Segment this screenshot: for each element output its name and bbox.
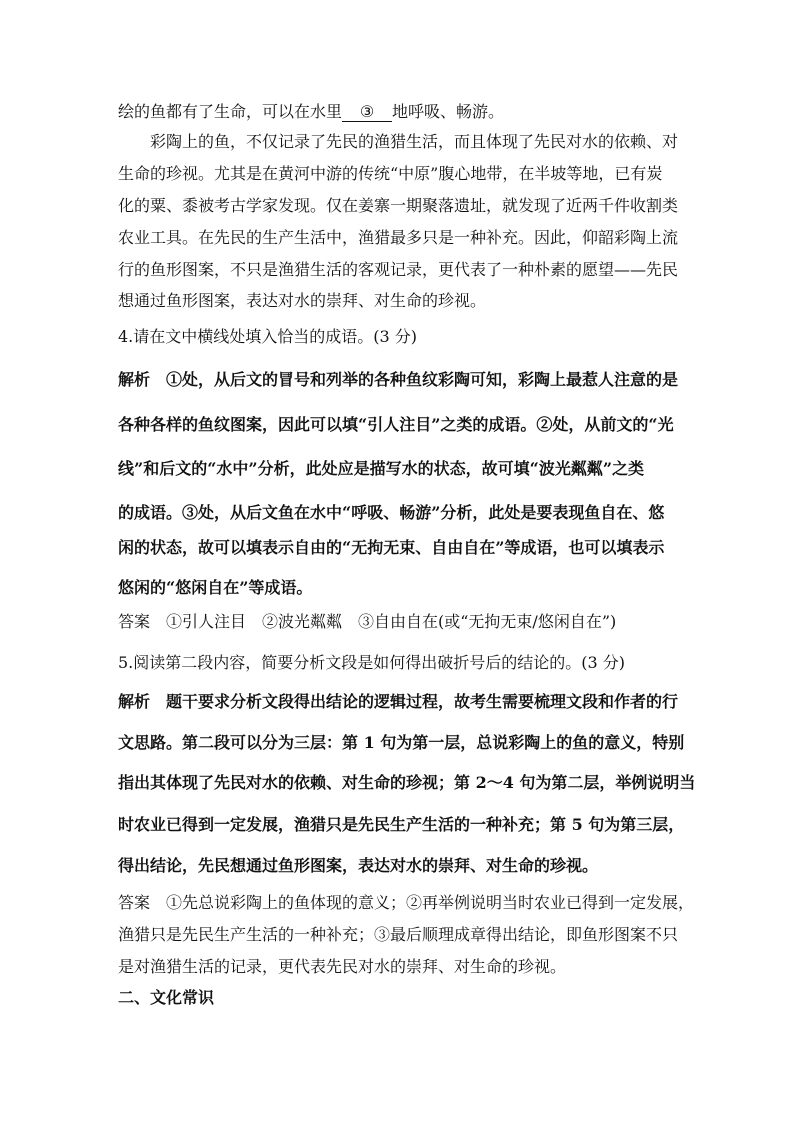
fill-blank-3: ③ xyxy=(342,103,392,122)
passage-line-1-pre: 绘的鱼都有了生命，可以在水里 xyxy=(118,102,343,121)
passage-line-1 xyxy=(118,101,688,123)
q4-analysis-line: 各种各样的鱼纹图案，因此可以填“引人注目”之类的成语。②处，从前文的“光 xyxy=(118,415,674,434)
q4-analysis-line: 的成语。③处，从后文鱼在水中“呼吸、畅游”分析，此处是要表现鱼自在、悠 xyxy=(118,503,665,522)
q5-analysis-line: 得出结论，先民想通过鱼形图案，表达对水的崇拜、对生命的珍视。 xyxy=(118,856,599,875)
q5-analysis-line: 时农业已得到一定发展，渔猎只是先民生产生活的一种补充；第 5 句为第三层， xyxy=(118,815,685,834)
q4-analysis-line: 闲的状态，故可以填表示自由的“无拘无束、自由自在”等成语，也可以填表示 xyxy=(118,538,665,557)
section-heading: 二、文化常识 xyxy=(118,988,215,1007)
passage-line: 彩陶上的鱼，不仅记录了先民的渔猎生活，而且体现了先民对水的依赖、对 xyxy=(118,132,679,151)
q4-answer: 答案 ①引人注目 ②波光粼粼 ③自由自在(或“无拘无束/悠闲自在”) xyxy=(118,612,617,631)
question-5: 5.阅读第二段内容，简要分析文段是如何得出破折号后的结论的。(3 分) xyxy=(118,653,626,672)
q4-analysis-line: 线”和后文的“水中”分析，此处应是描写水的状态，故可填“波光粼粼”之类 xyxy=(118,459,645,478)
q5-answer-line: 是对渔猎生活的记录，更代表先民对水的崇拜、对生命的珍视。 xyxy=(118,957,567,976)
passage-line: 生命的珍视。尤其是在黄河中游的传统“中原”腹心地带，在半坡等地，已有炭 xyxy=(118,164,663,183)
q5-analysis-line: 解析 题干要求分析文段得出结论的逻辑过程，故考生需要梳理文段和作者的行 xyxy=(118,692,679,711)
passage-line: 想通过鱼形图案，表达对水的崇拜、对生命的珍视。 xyxy=(118,291,487,310)
q5-analysis-line: 指出其体现了先民对水的依赖、对生命的珍视；第 2～4 句为第二层，举例说明当 xyxy=(118,773,696,792)
passage-line: 行的鱼形图案，不只是渔猎生活的客观记录，更代表了一种朴素的愿望——先民 xyxy=(118,260,679,279)
q5-answer-line: 渔猎只是先民生产生活的一种补充；③最后顺理成章得出结论，即鱼形图案不只 xyxy=(118,925,679,944)
passage-line: 农业工具。在先民的生产生活中，渔猎最多只是一种补充。因此，仰韶彩陶上流 xyxy=(118,228,679,247)
q4-analysis-line: 解析 ①处，从后文的冒号和列举的各种鱼纹彩陶可知，彩陶上最惹人注意的是 xyxy=(118,370,679,389)
q5-analysis-line: 文思路。第二段可以分为三层：第 1 句为第一层，总说彩陶上的鱼的意义，特别 xyxy=(118,733,685,752)
question-4: 4.请在文中横线处填入恰当的成语。(3 分) xyxy=(118,327,418,346)
passage-line-1-post: 地呼吸、畅游。 xyxy=(392,102,505,121)
q5-answer-line: 答案 ①先总说彩陶上的鱼体现的意义；②再举例说明当时农业已得到一定发展， xyxy=(118,893,695,912)
passage-line: 化的粟、黍被考古学家发现。仅在姜寨一期聚落遗址，就发现了近两千件收割类 xyxy=(118,196,679,215)
q4-analysis-line: 悠闲的“悠闲自在”等成语。 xyxy=(118,578,313,597)
